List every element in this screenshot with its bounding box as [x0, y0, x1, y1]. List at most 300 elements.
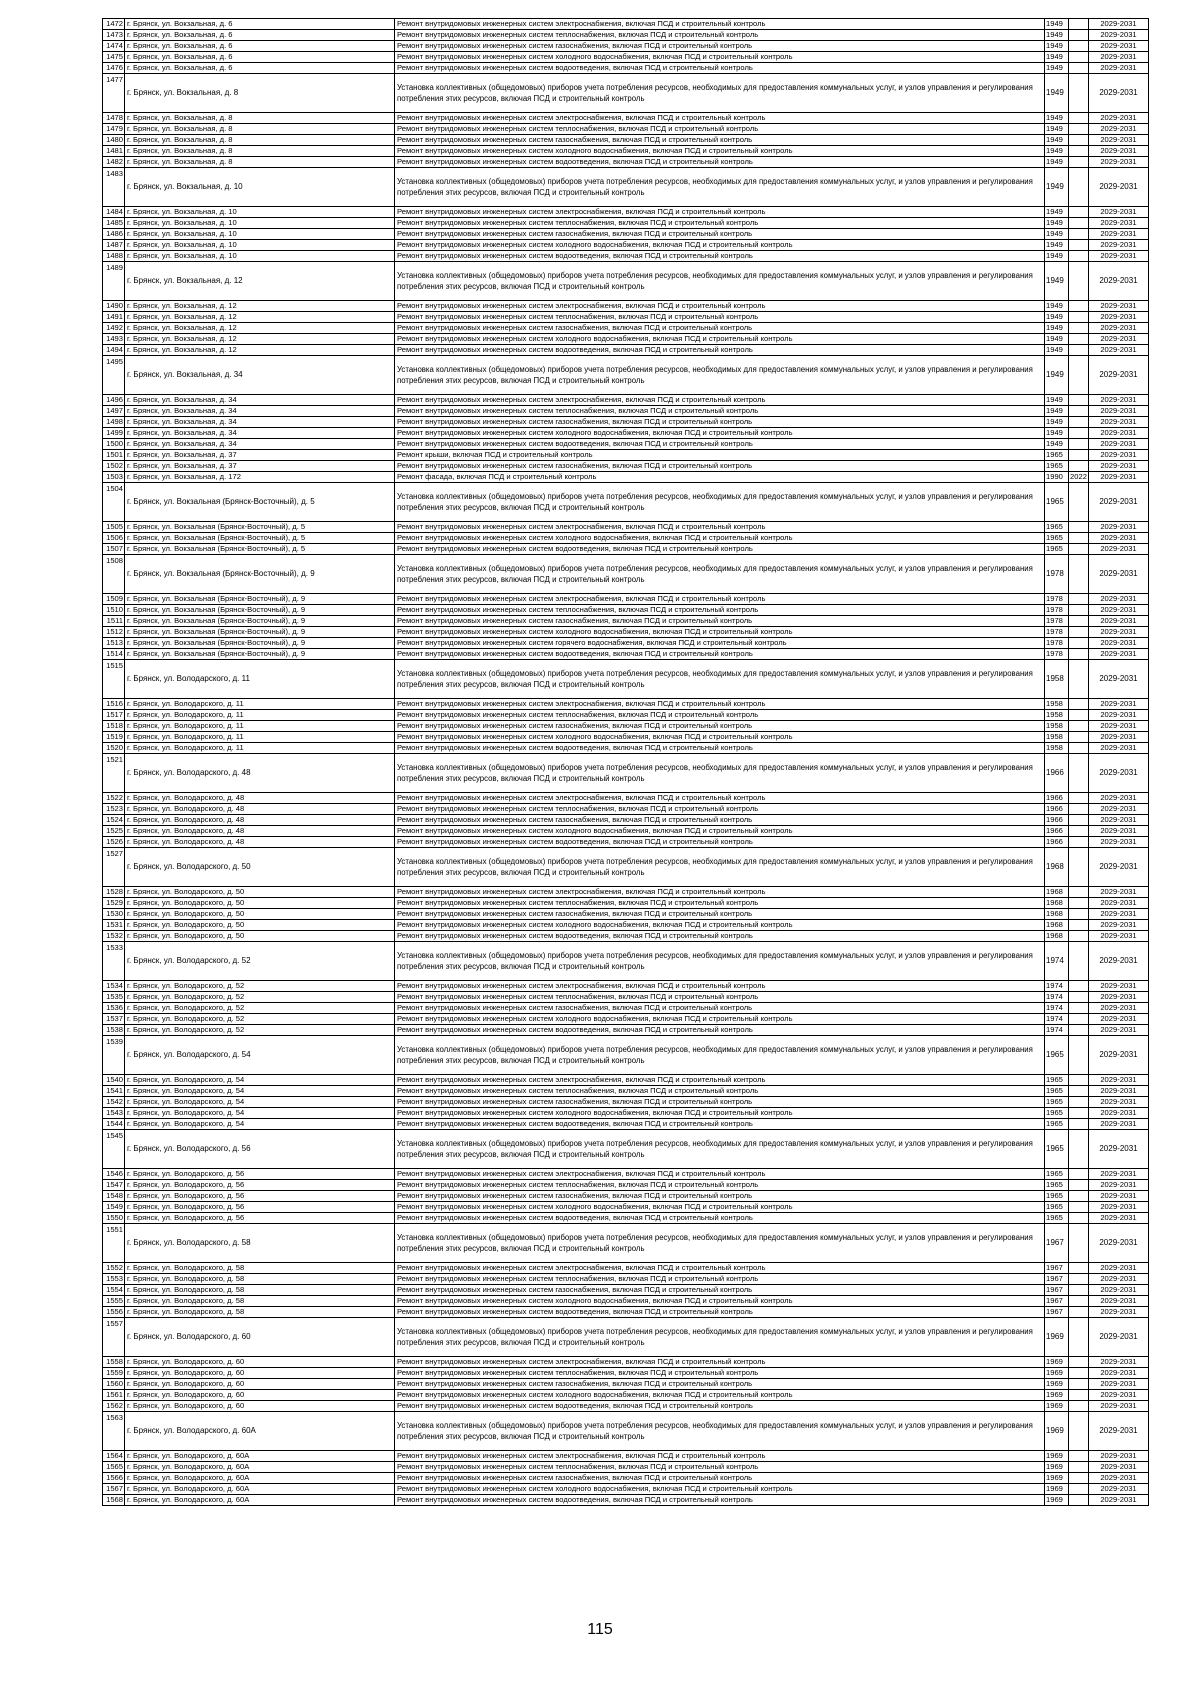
build-year-cell: 1965	[1045, 533, 1069, 544]
planned-period-cell: 2029-2031	[1089, 638, 1149, 649]
table-row	[103, 1368, 1149, 1379]
planned-period-cell: 2029-2031	[1089, 804, 1149, 815]
work-type-cell: Ремонт внутридомовых инженерных систем теплоснабжения, включая ПСД и строительный контроль	[395, 804, 1045, 815]
address-cell: г. Брянск, ул. Вокзальная, д. 8	[125, 157, 395, 168]
work-type-cell: Ремонт внутридомовых инженерных систем газоснабжения, включая ПСД и строительный контроль	[395, 1191, 1045, 1202]
row-number-cell: 1561	[103, 1390, 125, 1401]
table-row	[103, 721, 1149, 732]
address-cell: г. Брянск, ул. Вокзальная, д. 10	[125, 218, 395, 229]
address-cell: г. Брянск, ул. Вокзальная, д. 172	[125, 472, 395, 483]
work-type-cell: Установка коллективных (общедомовых) приборов учета потребления ресурсов, необходимых для предоставления коммунальных услуг, и узлов управления и регулирования потребления этих ресурсов, включая ПСД и строительный контроль	[395, 1224, 1045, 1263]
table-row	[103, 1097, 1149, 1108]
last-repair-year-cell	[1069, 1401, 1089, 1412]
row-number-cell: 1549	[103, 1202, 125, 1213]
planned-period-cell: 2029-2031	[1089, 616, 1149, 627]
table-row	[103, 1202, 1149, 1213]
table-row	[103, 483, 1149, 522]
table-row	[103, 793, 1149, 804]
address-cell: г. Брянск, ул. Вокзальная (Брянск-Восточный), д. 5	[125, 544, 395, 555]
build-year-cell: 1949	[1045, 323, 1069, 334]
last-repair-year-cell	[1069, 887, 1089, 898]
page-number: 115	[587, 1621, 613, 1638]
last-repair-year-cell	[1069, 1119, 1089, 1130]
last-repair-year-cell	[1069, 450, 1089, 461]
last-repair-year-cell	[1069, 1390, 1089, 1401]
planned-period-cell: 2029-2031	[1089, 483, 1149, 522]
address-cell: г. Брянск, ул. Володарского, д. 56	[125, 1202, 395, 1213]
last-repair-year-cell	[1069, 1473, 1089, 1484]
planned-period-cell: 2029-2031	[1089, 428, 1149, 439]
address-cell: г. Брянск, ул. Володарского, д. 60А	[125, 1462, 395, 1473]
row-number-cell: 1566	[103, 1473, 125, 1484]
work-type-cell: Ремонт внутридомовых инженерных систем водоотведения, включая ПСД и строительный контроль	[395, 837, 1045, 848]
row-number-cell: 1509	[103, 594, 125, 605]
address-cell: г. Брянск, ул. Володарского, д. 11	[125, 699, 395, 710]
row-number-cell: 1519	[103, 732, 125, 743]
build-year-cell: 1958	[1045, 732, 1069, 743]
work-type-cell: Ремонт внутридомовых инженерных систем водоотведения, включая ПСД и строительный контроль	[395, 743, 1045, 754]
row-number-cell: 1498	[103, 417, 125, 428]
planned-period-cell: 2029-2031	[1089, 207, 1149, 218]
address-cell: г. Брянск, ул. Вокзальная, д. 34	[125, 428, 395, 439]
work-type-cell: Ремонт внутридомовых инженерных систем холодного водоснабжения, включая ПСД и строительный контроль	[395, 1390, 1045, 1401]
row-number-cell: 1486	[103, 229, 125, 240]
row-number-cell: 1553	[103, 1274, 125, 1285]
last-repair-year-cell	[1069, 1484, 1089, 1495]
row-number-cell: 1491	[103, 312, 125, 323]
build-year-cell: 1965	[1045, 450, 1069, 461]
planned-period-cell: 2029-2031	[1089, 942, 1149, 981]
row-number-cell: 1511	[103, 616, 125, 627]
build-year-cell: 1978	[1045, 638, 1069, 649]
last-repair-year-cell	[1069, 1036, 1089, 1075]
table-row	[103, 1014, 1149, 1025]
work-type-cell: Ремонт внутридомовых инженерных систем водоотведения, включая ПСД и строительный контроль	[395, 157, 1045, 168]
planned-period-cell: 2029-2031	[1089, 1274, 1149, 1285]
planned-period-cell: 2029-2031	[1089, 74, 1149, 113]
build-year-cell: 1949	[1045, 406, 1069, 417]
work-type-cell: Ремонт внутридомовых инженерных систем холодного водоснабжения, включая ПСД и строительный контроль	[395, 1202, 1045, 1213]
last-repair-year-cell	[1069, 721, 1089, 732]
work-type-cell: Ремонт внутридомовых инженерных систем электроснабжения, включая ПСД и строительный контроль	[395, 522, 1045, 533]
row-number-cell: 1480	[103, 135, 125, 146]
table-row	[103, 887, 1149, 898]
planned-period-cell: 2029-2031	[1089, 721, 1149, 732]
last-repair-year-cell	[1069, 1357, 1089, 1368]
work-type-cell: Ремонт внутридомовых инженерных систем электроснабжения, включая ПСД и строительный контроль	[395, 594, 1045, 605]
last-repair-year-cell	[1069, 837, 1089, 848]
table-row	[103, 815, 1149, 826]
table-row	[103, 743, 1149, 754]
last-repair-year-cell	[1069, 1075, 1089, 1086]
last-repair-year-cell	[1069, 992, 1089, 1003]
address-cell: г. Брянск, ул. Володарского, д. 60	[125, 1401, 395, 1412]
row-number-cell: 1567	[103, 1484, 125, 1495]
address-cell: г. Брянск, ул. Володарского, д. 48	[125, 826, 395, 837]
build-year-cell: 1965	[1045, 1202, 1069, 1213]
address-cell: г. Брянск, ул. Вокзальная, д. 10	[125, 240, 395, 251]
row-number-cell: 1540	[103, 1075, 125, 1086]
build-year-cell: 1969	[1045, 1379, 1069, 1390]
row-number-cell: 1533	[103, 942, 125, 981]
build-year-cell: 1949	[1045, 334, 1069, 345]
build-year-cell: 1949	[1045, 52, 1069, 63]
table-row	[103, 157, 1149, 168]
row-number-cell: 1560	[103, 1379, 125, 1390]
table-row	[103, 1307, 1149, 1318]
row-number-cell: 1525	[103, 826, 125, 837]
table-row	[103, 660, 1149, 699]
planned-period-cell: 2029-2031	[1089, 1169, 1149, 1180]
row-number-cell: 1559	[103, 1368, 125, 1379]
build-year-cell: 1969	[1045, 1318, 1069, 1357]
address-cell: г. Брянск, ул. Володарского, д. 11	[125, 721, 395, 732]
row-number-cell: 1521	[103, 754, 125, 793]
last-repair-year-cell	[1069, 41, 1089, 52]
last-repair-year-cell	[1069, 135, 1089, 146]
row-number-cell: 1536	[103, 1003, 125, 1014]
build-year-cell: 1967	[1045, 1274, 1069, 1285]
row-number-cell: 1538	[103, 1025, 125, 1036]
build-year-cell: 1969	[1045, 1462, 1069, 1473]
row-number-cell: 1501	[103, 450, 125, 461]
planned-period-cell: 2029-2031	[1089, 533, 1149, 544]
planned-period-cell: 2029-2031	[1089, 472, 1149, 483]
work-type-cell: Ремонт внутридомовых инженерных систем теплоснабжения, включая ПСД и строительный контроль	[395, 406, 1045, 417]
work-type-cell: Ремонт внутридомовых инженерных систем газоснабжения, включая ПСД и строительный контроль	[395, 616, 1045, 627]
build-year-cell: 1949	[1045, 157, 1069, 168]
address-cell: г. Брянск, ул. Вокзальная, д. 12	[125, 323, 395, 334]
table-row	[103, 52, 1149, 63]
last-repair-year-cell	[1069, 804, 1089, 815]
planned-period-cell: 2029-2031	[1089, 461, 1149, 472]
work-type-cell: Ремонт внутридомовых инженерных систем газоснабжения, включая ПСД и строительный контроль	[395, 1379, 1045, 1390]
address-cell: г. Брянск, ул. Вокзальная (Брянск-Восточный), д. 9	[125, 638, 395, 649]
work-type-cell: Установка коллективных (общедомовых) приборов учета потребления ресурсов, необходимых для предоставления коммунальных услуг, и узлов управления и регулирования потребления этих ресурсов, включая ПСД и строительный контроль	[395, 754, 1045, 793]
planned-period-cell: 2029-2031	[1089, 19, 1149, 30]
row-number-cell: 1487	[103, 240, 125, 251]
row-number-cell: 1532	[103, 931, 125, 942]
address-cell: г. Брянск, ул. Володарского, д. 56	[125, 1169, 395, 1180]
work-type-cell: Ремонт внутридомовых инженерных систем холодного водоснабжения, включая ПСД и строительный контроль	[395, 1296, 1045, 1307]
build-year-cell: 1958	[1045, 743, 1069, 754]
address-cell: г. Брянск, ул. Вокзальная, д. 8	[125, 124, 395, 135]
address-cell: г. Брянск, ул. Вокзальная, д. 34	[125, 395, 395, 406]
build-year-cell: 1969	[1045, 1473, 1069, 1484]
work-type-cell: Установка коллективных (общедомовых) приборов учета потребления ресурсов, необходимых для предоставления коммунальных услуг, и узлов управления и регулирования потребления этих ресурсов, включая ПСД и строительный контроль	[395, 262, 1045, 301]
address-cell: г. Брянск, ул. Володарского, д. 56	[125, 1180, 395, 1191]
planned-period-cell: 2029-2031	[1089, 1296, 1149, 1307]
table-row	[103, 1263, 1149, 1274]
build-year-cell: 1966	[1045, 804, 1069, 815]
planned-period-cell: 2029-2031	[1089, 1202, 1149, 1213]
planned-period-cell: 2029-2031	[1089, 699, 1149, 710]
last-repair-year-cell	[1069, 649, 1089, 660]
planned-period-cell: 2029-2031	[1089, 1484, 1149, 1495]
table-row	[103, 251, 1149, 262]
address-cell: г. Брянск, ул. Вокзальная, д. 12	[125, 262, 395, 301]
address-cell: г. Брянск, ул. Вокзальная, д. 34	[125, 406, 395, 417]
work-type-cell: Ремонт внутридомовых инженерных систем холодного водоснабжения, включая ПСД и строительный контроль	[395, 920, 1045, 931]
table-row	[103, 931, 1149, 942]
build-year-cell: 1968	[1045, 848, 1069, 887]
build-year-cell: 1958	[1045, 660, 1069, 699]
build-year-cell: 1949	[1045, 146, 1069, 157]
address-cell: г. Брянск, ул. Вокзальная, д. 10	[125, 207, 395, 218]
row-number-cell: 1550	[103, 1213, 125, 1224]
address-cell: г. Брянск, ул. Вокзальная, д. 6	[125, 52, 395, 63]
build-year-cell: 1969	[1045, 1484, 1069, 1495]
table-row	[103, 699, 1149, 710]
planned-period-cell: 2029-2031	[1089, 301, 1149, 312]
planned-period-cell: 2029-2031	[1089, 1318, 1149, 1357]
row-number-cell: 1526	[103, 837, 125, 848]
last-repair-year-cell	[1069, 1003, 1089, 1014]
table-row	[103, 113, 1149, 124]
work-type-cell: Ремонт внутридомовых инженерных систем холодного водоснабжения, включая ПСД и строительный контроль	[395, 240, 1045, 251]
build-year-cell: 1969	[1045, 1368, 1069, 1379]
build-year-cell: 1949	[1045, 113, 1069, 124]
row-number-cell: 1563	[103, 1412, 125, 1451]
build-year-cell: 1949	[1045, 395, 1069, 406]
work-type-cell: Ремонт внутридомовых инженерных систем холодного водоснабжения, включая ПСД и строительный контроль	[395, 334, 1045, 345]
address-cell: г. Брянск, ул. Володарского, д. 60	[125, 1379, 395, 1390]
address-cell: г. Брянск, ул. Вокзальная (Брянск-Восточный), д. 9	[125, 616, 395, 627]
planned-period-cell: 2029-2031	[1089, 887, 1149, 898]
work-type-cell: Установка коллективных (общедомовых) приборов учета потребления ресурсов, необходимых для предоставления коммунальных услуг, и узлов управления и регулирования потребления этих ресурсов, включая ПСД и строительный контроль	[395, 1130, 1045, 1169]
last-repair-year-cell	[1069, 1025, 1089, 1036]
work-type-cell: Ремонт внутридомовых инженерных систем газоснабжения, включая ПСД и строительный контроль	[395, 1097, 1045, 1108]
row-number-cell: 1554	[103, 1285, 125, 1296]
last-repair-year-cell	[1069, 229, 1089, 240]
last-repair-year-cell	[1069, 1130, 1089, 1169]
planned-period-cell: 2029-2031	[1089, 793, 1149, 804]
table-row	[103, 312, 1149, 323]
build-year-cell: 1978	[1045, 616, 1069, 627]
row-number-cell: 1479	[103, 124, 125, 135]
work-type-cell: Ремонт внутридомовых инженерных систем водоотведения, включая ПСД и строительный контроль	[395, 1213, 1045, 1224]
last-repair-year-cell	[1069, 638, 1089, 649]
address-cell: г. Брянск, ул. Володарского, д. 60	[125, 1357, 395, 1368]
planned-period-cell: 2029-2031	[1089, 1086, 1149, 1097]
planned-period-cell: 2029-2031	[1089, 135, 1149, 146]
build-year-cell: 1965	[1045, 1130, 1069, 1169]
table-row	[103, 920, 1149, 931]
build-year-cell: 1949	[1045, 124, 1069, 135]
row-number-cell: 1552	[103, 1263, 125, 1274]
row-number-cell: 1485	[103, 218, 125, 229]
table-row	[103, 627, 1149, 638]
planned-period-cell: 2029-2031	[1089, 837, 1149, 848]
address-cell: г. Брянск, ул. Володарского, д. 54	[125, 1119, 395, 1130]
address-cell: г. Брянск, ул. Володарского, д. 50	[125, 848, 395, 887]
row-number-cell: 1483	[103, 168, 125, 207]
last-repair-year-cell	[1069, 815, 1089, 826]
row-number-cell: 1546	[103, 1169, 125, 1180]
row-number-cell: 1490	[103, 301, 125, 312]
row-number-cell: 1548	[103, 1191, 125, 1202]
work-type-cell: Ремонт внутридомовых инженерных систем холодного водоснабжения, включая ПСД и строительный контроль	[395, 146, 1045, 157]
address-cell: г. Брянск, ул. Вокзальная, д. 6	[125, 19, 395, 30]
last-repair-year-cell	[1069, 1097, 1089, 1108]
planned-period-cell: 2029-2031	[1089, 450, 1149, 461]
work-type-cell: Ремонт внутридомовых инженерных систем холодного водоснабжения, включая ПСД и строительный контроль	[395, 826, 1045, 837]
table-row	[103, 406, 1149, 417]
table-row	[103, 848, 1149, 887]
build-year-cell: 1974	[1045, 1025, 1069, 1036]
work-type-cell: Установка коллективных (общедомовых) приборов учета потребления ресурсов, необходимых для предоставления коммунальных услуг, и узлов управления и регулирования потребления этих ресурсов, включая ПСД и строительный контроль	[395, 848, 1045, 887]
last-repair-year-cell	[1069, 1368, 1089, 1379]
build-year-cell: 1967	[1045, 1224, 1069, 1263]
last-repair-year-cell	[1069, 699, 1089, 710]
table-row	[103, 555, 1149, 594]
planned-period-cell: 2029-2031	[1089, 1462, 1149, 1473]
planned-period-cell: 2029-2031	[1089, 522, 1149, 533]
work-type-cell: Ремонт внутридомовых инженерных систем холодного водоснабжения, включая ПСД и строительный контроль	[395, 627, 1045, 638]
table-row	[103, 1191, 1149, 1202]
last-repair-year-cell	[1069, 942, 1089, 981]
address-cell: г. Брянск, ул. Вокзальная (Брянск-Восточный), д. 5	[125, 522, 395, 533]
work-type-cell: Ремонт внутридомовых инженерных систем водоотведения, включая ПСД и строительный контроль	[395, 931, 1045, 942]
table-row	[103, 450, 1149, 461]
planned-period-cell: 2029-2031	[1089, 909, 1149, 920]
last-repair-year-cell	[1069, 30, 1089, 41]
work-type-cell: Ремонт внутридомовых инженерных систем холодного водоснабжения, включая ПСД и строительный контроль	[395, 533, 1045, 544]
build-year-cell: 1978	[1045, 605, 1069, 616]
row-number-cell: 1506	[103, 533, 125, 544]
last-repair-year-cell	[1069, 262, 1089, 301]
address-cell: г. Брянск, ул. Володарского, д. 60	[125, 1390, 395, 1401]
address-cell: г. Брянск, ул. Володарского, д. 11	[125, 732, 395, 743]
table-row	[103, 594, 1149, 605]
last-repair-year-cell	[1069, 113, 1089, 124]
build-year-cell: 1949	[1045, 218, 1069, 229]
row-number-cell: 1551	[103, 1224, 125, 1263]
work-type-cell: Ремонт внутридомовых инженерных систем водоотведения, включая ПСД и строительный контроль	[395, 1025, 1045, 1036]
work-type-cell: Ремонт внутридомовых инженерных систем теплоснабжения, включая ПСД и строительный контроль	[395, 218, 1045, 229]
planned-period-cell: 2029-2031	[1089, 544, 1149, 555]
work-type-cell: Ремонт внутридомовых инженерных систем теплоснабжения, включая ПСД и строительный контроль	[395, 710, 1045, 721]
last-repair-year-cell	[1069, 1412, 1089, 1451]
address-cell: г. Брянск, ул. Володарского, д. 54	[125, 1086, 395, 1097]
table-row	[103, 732, 1149, 743]
table-row	[103, 323, 1149, 334]
address-cell: г. Брянск, ул. Вокзальная, д. 37	[125, 450, 395, 461]
work-type-cell: Ремонт внутридомовых инженерных систем теплоснабжения, включая ПСД и строительный контроль	[395, 1462, 1045, 1473]
planned-period-cell: 2029-2031	[1089, 406, 1149, 417]
build-year-cell: 1965	[1045, 1036, 1069, 1075]
table-row	[103, 992, 1149, 1003]
work-type-cell: Ремонт внутридомовых инженерных систем электроснабжения, включая ПСД и строительный контроль	[395, 793, 1045, 804]
build-year-cell: 1949	[1045, 240, 1069, 251]
build-year-cell: 1949	[1045, 345, 1069, 356]
build-year-cell: 1968	[1045, 909, 1069, 920]
table-row	[103, 345, 1149, 356]
last-repair-year-cell	[1069, 1202, 1089, 1213]
table-row	[103, 804, 1149, 815]
address-cell: г. Брянск, ул. Володарского, д. 52	[125, 981, 395, 992]
row-number-cell: 1543	[103, 1108, 125, 1119]
address-cell: г. Брянск, ул. Володарского, д. 48	[125, 793, 395, 804]
work-type-cell: Установка коллективных (общедомовых) приборов учета потребления ресурсов, необходимых для предоставления коммунальных услуг, и узлов управления и регулирования потребления этих ресурсов, включая ПСД и строительный контроль	[395, 483, 1045, 522]
work-type-cell: Ремонт внутридомовых инженерных систем электроснабжения, включая ПСД и строительный контроль	[395, 1357, 1045, 1368]
build-year-cell: 1968	[1045, 931, 1069, 942]
last-repair-year-cell	[1069, 439, 1089, 450]
address-cell: г. Брянск, ул. Вокзальная (Брянск-Восточный), д. 5	[125, 483, 395, 522]
table-row	[103, 240, 1149, 251]
row-number-cell: 1497	[103, 406, 125, 417]
row-number-cell: 1475	[103, 52, 125, 63]
last-repair-year-cell	[1069, 1224, 1089, 1263]
table-row	[103, 207, 1149, 218]
address-cell: г. Брянск, ул. Вокзальная, д. 12	[125, 301, 395, 312]
work-type-cell: Ремонт внутридомовых инженерных систем электроснабжения, включая ПСД и строительный контроль	[395, 1169, 1045, 1180]
build-year-cell: 1967	[1045, 1307, 1069, 1318]
build-year-cell: 1965	[1045, 1119, 1069, 1130]
work-type-cell: Ремонт внутридомовых инженерных систем электроснабжения, включая ПСД и строительный контроль	[395, 207, 1045, 218]
build-year-cell: 1990	[1045, 472, 1069, 483]
build-year-cell: 1968	[1045, 898, 1069, 909]
address-cell: г. Брянск, ул. Вокзальная (Брянск-Восточный), д. 5	[125, 533, 395, 544]
work-type-cell: Ремонт внутридомовых инженерных систем водоотведения, включая ПСД и строительный контроль	[395, 1495, 1045, 1506]
planned-period-cell: 2029-2031	[1089, 395, 1149, 406]
planned-period-cell: 2029-2031	[1089, 417, 1149, 428]
build-year-cell: 1965	[1045, 1075, 1069, 1086]
last-repair-year-cell	[1069, 406, 1089, 417]
table-row	[103, 417, 1149, 428]
build-year-cell: 1969	[1045, 1390, 1069, 1401]
last-repair-year-cell	[1069, 483, 1089, 522]
build-year-cell: 1966	[1045, 837, 1069, 848]
table-row	[103, 1036, 1149, 1075]
build-year-cell: 1967	[1045, 1263, 1069, 1274]
table-row	[103, 1484, 1149, 1495]
row-number-cell: 1502	[103, 461, 125, 472]
work-type-cell: Ремонт внутридомовых инженерных систем водоотведения, включая ПСД и строительный контроль	[395, 439, 1045, 450]
address-cell: г. Брянск, ул. Володарского, д. 52	[125, 992, 395, 1003]
address-cell: г. Брянск, ул. Вокзальная, д. 6	[125, 30, 395, 41]
build-year-cell: 1965	[1045, 1169, 1069, 1180]
build-year-cell: 1974	[1045, 942, 1069, 981]
address-cell: г. Брянск, ул. Володарского, д. 54	[125, 1075, 395, 1086]
build-year-cell: 1969	[1045, 1495, 1069, 1506]
last-repair-year-cell	[1069, 848, 1089, 887]
table-row	[103, 1169, 1149, 1180]
row-number-cell: 1557	[103, 1318, 125, 1357]
row-number-cell: 1523	[103, 804, 125, 815]
address-cell: г. Брянск, ул. Володарского, д. 56	[125, 1213, 395, 1224]
last-repair-year-cell	[1069, 395, 1089, 406]
build-year-cell: 1967	[1045, 1285, 1069, 1296]
work-type-cell: Ремонт внутридомовых инженерных систем газоснабжения, включая ПСД и строительный контроль	[395, 815, 1045, 826]
planned-period-cell: 2029-2031	[1089, 1075, 1149, 1086]
table-row	[103, 1003, 1149, 1014]
row-number-cell: 1489	[103, 262, 125, 301]
planned-period-cell: 2029-2031	[1089, 146, 1149, 157]
table-row	[103, 301, 1149, 312]
build-year-cell: 1958	[1045, 721, 1069, 732]
row-number-cell: 1476	[103, 63, 125, 74]
address-cell: г. Брянск, ул. Володарского, д. 60А	[125, 1451, 395, 1462]
last-repair-year-cell	[1069, 124, 1089, 135]
table-row	[103, 942, 1149, 981]
table-row	[103, 472, 1149, 483]
work-type-cell: Ремонт внутридомовых инженерных систем электроснабжения, включая ПСД и строительный контроль	[395, 395, 1045, 406]
row-number-cell: 1493	[103, 334, 125, 345]
table-row	[103, 124, 1149, 135]
work-type-cell: Установка коллективных (общедомовых) приборов учета потребления ресурсов, необходимых для предоставления коммунальных услуг, и узлов управления и регулирования потребления этих ресурсов, включая ПСД и строительный контроль	[395, 1412, 1045, 1451]
work-type-cell: Ремонт внутридомовых инженерных систем водоотведения, включая ПСД и строительный контроль	[395, 345, 1045, 356]
